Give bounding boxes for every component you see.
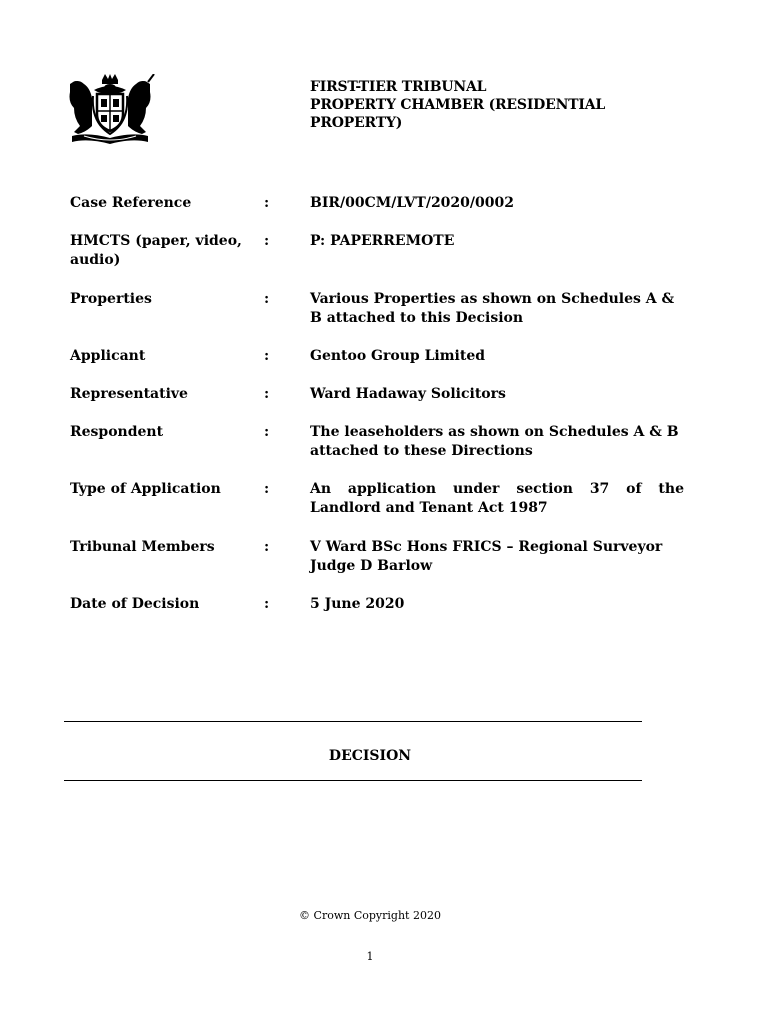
decision-date-value: 5 June 2020 xyxy=(310,596,405,612)
separator-colon: : xyxy=(264,386,270,402)
case-reference-label: Case Reference xyxy=(70,195,192,211)
tribunal-members-value xyxy=(310,538,684,576)
royal-coat-of-arms-icon xyxy=(64,74,156,144)
applicant-label: Applicant xyxy=(70,348,146,364)
separator-colon: : xyxy=(264,539,270,555)
hmcts-label: HMCTS (paper, video, audio) xyxy=(70,233,242,268)
decision-heading: DECISION xyxy=(328,748,412,764)
applicant-value: Gentoo Group Limited xyxy=(310,348,486,364)
tribunal-member: V Ward BSc Hons FRICS – Regional Surveyor xyxy=(310,539,663,555)
page-number: 1 xyxy=(366,950,374,963)
separator-colon: : xyxy=(264,348,270,364)
tribunal-line: PROPERTY) xyxy=(310,115,403,131)
hmcts-value: P: PAPERREMOTE xyxy=(310,233,455,249)
respondent-value: The leaseholders as shown on Schedules A & B attached to these Directions xyxy=(310,424,679,459)
tribunal-line: PROPERTY CHAMBER (RESIDENTIAL xyxy=(310,97,606,113)
representative-label: Representative xyxy=(70,386,188,402)
properties-value: Various Properties as shown on Schedules A & B attached to this Decision xyxy=(310,291,675,326)
separator-colon: : xyxy=(264,233,270,249)
representative-value: Ward Hadaway Solicitors xyxy=(310,386,506,402)
copyright-notice: © Crown Copyright 2020 xyxy=(299,909,441,922)
application-type-value: An application under section 37 of the Landlord and Tenant Act 1987 xyxy=(310,481,684,516)
properties-label: Properties xyxy=(70,291,152,307)
tribunal-line: FIRST-TIER TRIBUNAL xyxy=(310,79,487,95)
separator-colon: : xyxy=(264,596,270,612)
respondent-label: Respondent xyxy=(70,424,164,440)
case-reference-value: BIR/00CM/LVT/2020/0002 xyxy=(310,195,514,211)
tribunal-member: Judge D Barlow xyxy=(310,558,433,574)
separator-colon: : xyxy=(264,195,270,211)
divider-top xyxy=(64,721,642,722)
separator-colon: : xyxy=(264,291,270,307)
divider-bottom xyxy=(64,780,642,781)
separator-colon: : xyxy=(264,424,270,440)
separator-colon: : xyxy=(264,481,270,497)
tribunal-members-label: Tribunal Members xyxy=(70,539,215,555)
application-type-label: Type of Application xyxy=(70,481,221,497)
tribunal-name xyxy=(310,78,670,132)
decision-date-label: Date of Decision xyxy=(70,596,200,612)
